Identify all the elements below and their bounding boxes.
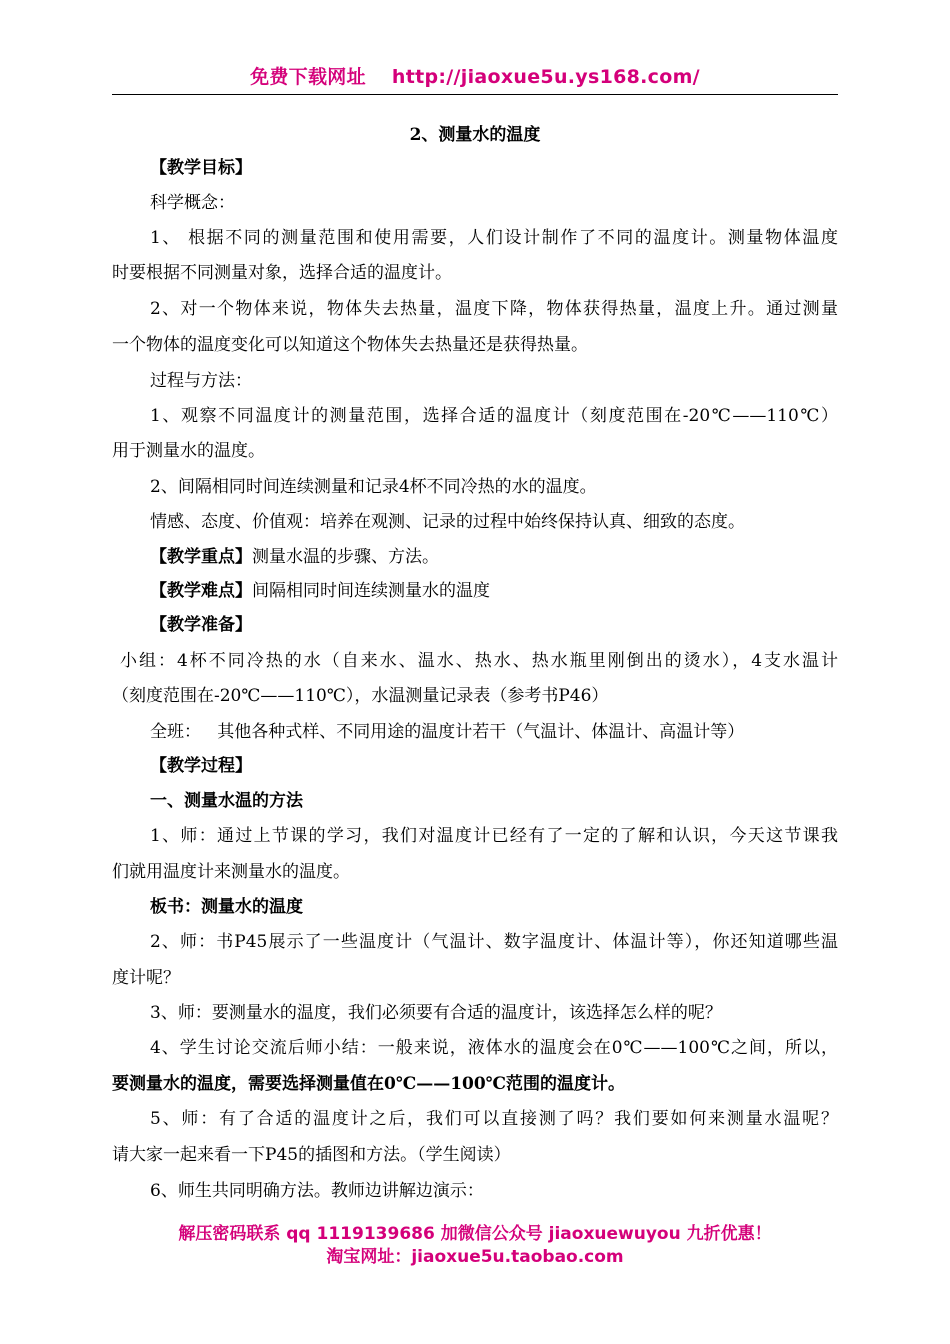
text-line: 3、师：要测量水的温度，我们必须要有合适的温度计，该选择怎么样的呢？ <box>150 1003 722 1023</box>
text-line: 2、对一个物体来说，物体失去热量，温度下降，物体获得热量，温度上升。通过测量 <box>150 299 838 319</box>
text-line: 们就用温度计来测量水的温度。 <box>112 862 350 882</box>
text-line: 2、师：书P45展示了一些温度计（气温计、数字温度计、体温计等），你还知道哪些温 <box>150 932 838 952</box>
key-points-text: 测量水温的步骤、方法。 <box>252 547 439 567</box>
text-line-key-points <box>150 546 876 568</box>
text-line: 5、师：有了合适的温度计之后，我们可以直接测了吗？我们要如何来测量水温呢？ <box>150 1109 838 1129</box>
text-line: （刻度范围在-20℃——110℃），水温测量记录表（参考书P46） <box>112 686 609 706</box>
heading-key-points: 【教学重点】 <box>150 547 252 567</box>
difficulty-text: 间隔相同时间连续测量水的温度 <box>252 581 490 601</box>
site-header <box>112 62 838 89</box>
text-line: 2、间隔相同时间连续测量和记录4杯不同冷热的水的温度。 <box>150 477 597 497</box>
heading-teaching-process: 【教学过程】 <box>150 756 252 776</box>
text-line: 4、学生讨论交流后师小结：一般来说，液体水的温度会在0℃——100℃之间，所以， <box>150 1038 838 1058</box>
heading-difficulty: 【教学难点】 <box>150 581 252 601</box>
heading-teaching-goals: 【教学目标】 <box>150 158 252 178</box>
header-label: 免费下载网址 <box>250 66 366 88</box>
text-line: 用于测量水的温度。 <box>112 441 265 461</box>
text-line: 时要根据不同测量对象，选择合适的温度计。 <box>112 263 452 283</box>
footer-contact: 解压密码联系 qq 1119139686 加微信公众号 jiaoxuewuyou 九折优惠！ <box>178 1224 772 1244</box>
page-title: 2、测量水的温度 <box>409 125 541 145</box>
text-line-difficulty <box>150 580 876 602</box>
header-url-link[interactable]: http://jiaoxue5u.ys168.com/ <box>391 66 700 88</box>
text-line: 小组：4杯不同冷热的水（自来水、温水、热水、热水瓶里刚倒出的烫水），4支水温计 <box>120 651 838 671</box>
text-line: 1、师：通过上节课的学习，我们对温度计已经有了一定的了解和认识，今天这节课我 <box>150 826 838 846</box>
heading-preparation: 【教学准备】 <box>150 615 252 635</box>
text-line: 科学概念： <box>150 193 235 213</box>
text-line: 全班： 其他各种式样、不同用途的温度计若干（气温计、体温计、高温计等） <box>150 722 745 742</box>
blackboard-heading: 板书：测量水的温度 <box>150 897 303 917</box>
emphasis-line: 要测量水的温度，需要选择测量值在0℃——100℃范围的温度计。 <box>112 1074 626 1094</box>
text-line: 1、 根据不同的测量范围和使用需要，人们设计制作了不同的温度计。测量物体温度 <box>150 228 838 248</box>
footer-shop-link[interactable]: 淘宝网址：jiaoxue5u.taobao.com <box>326 1247 624 1267</box>
header-divider <box>112 94 838 95</box>
text-line: 度计呢？ <box>112 968 180 988</box>
text-line: 一个物体的温度变化可以知道这个物体失去热量还是获得热量。 <box>112 335 588 355</box>
text-line: 过程与方法： <box>150 371 252 391</box>
text-line: 情感、态度、价值观：培养在观测、记录的过程中始终保持认真、细致的态度。 <box>150 512 745 532</box>
section-heading: 一、测量水温的方法 <box>150 791 303 811</box>
text-line: 1、观察不同温度计的测量范围，选择合适的温度计（刻度范围在-20℃——110℃） <box>150 406 838 426</box>
text-line: 请大家一起来看一下P45的插图和方法。（学生阅读） <box>112 1145 511 1165</box>
text-line: 6、师生共同明确方法。教师边讲解边演示： <box>150 1181 484 1201</box>
